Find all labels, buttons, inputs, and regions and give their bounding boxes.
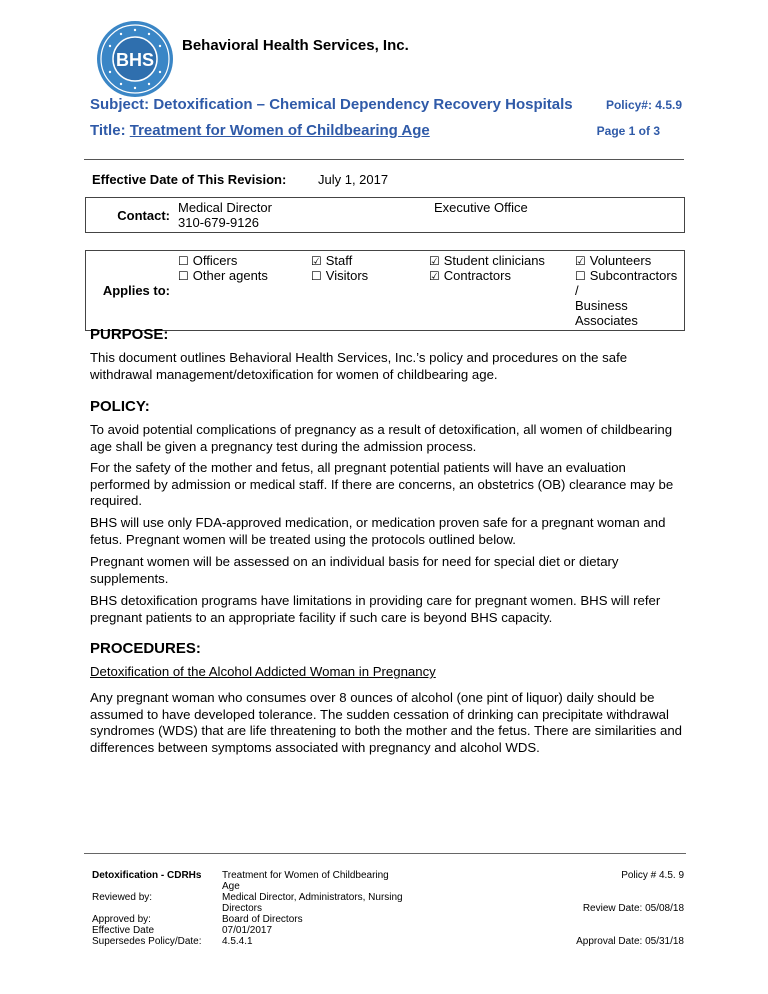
header-divider	[84, 159, 684, 160]
title-link[interactable]: Treatment for Women of Childbearing Age	[129, 122, 430, 139]
purpose-text: This document outlines Behavioral Health Services, Inc.’s policy and procedures on the safe withdrawal management/detoxification for women of childbearing age.	[90, 350, 628, 382]
checkbox-checked-icon[interactable]: ☑	[429, 254, 440, 268]
footer-review-date: Review Date: 05/08/18	[582, 903, 684, 914]
procedures-heading: PROCEDURES:	[90, 640, 201, 657]
checkbox-checked-icon[interactable]: ☑	[575, 254, 586, 268]
footer-approver: Board of Directors	[222, 914, 303, 925]
footer-policy-number: Policy # 4.5. 9	[621, 870, 684, 881]
policy-paragraph-5: BHS detoxification programs have limitations in providing care for pregnant women. BHS will refer pregnant patients to an appropriate facility if such care is beyond BHS capacity.	[90, 593, 661, 625]
applies-col-3	[425, 251, 571, 331]
applies-to-table	[85, 250, 685, 331]
footer-approval-date: Approval Date: 05/31/18	[576, 936, 684, 947]
applies-subcontractors: ☐ Subcontractors /	[575, 268, 678, 298]
footer-title-line-1: Treatment for Women of Childbearing	[222, 870, 389, 881]
footer-divider	[84, 853, 686, 854]
checkbox-unchecked-icon[interactable]: ☐	[575, 269, 586, 283]
page-count: Page 1 of 3	[596, 124, 660, 138]
subject-line: Subject: Detoxification – Chemical Dependency Recovery Hospitals	[90, 96, 573, 113]
policy-paragraph-4: Pregnant women will be assessed on an individual basis for need for special diet or dietary supplements.	[90, 554, 619, 586]
checkbox-unchecked-icon[interactable]: ☐	[178, 254, 189, 268]
applies-officers: ☐ Officers	[178, 253, 238, 268]
applies-visitors: ☐ Visitors	[311, 268, 369, 283]
contact-name: Medical Director	[178, 200, 272, 215]
effective-date-value: July 1, 2017	[318, 172, 389, 187]
applies-col-1	[174, 251, 307, 331]
contact-table	[85, 197, 685, 233]
footer-effective-label: Effective Date	[92, 925, 155, 936]
contact-office: Executive Office	[430, 198, 685, 233]
applies-volunteers: ☑ Volunteers	[575, 253, 652, 268]
applies-col-2	[307, 251, 425, 331]
effective-date-label: Effective Date of This Revision:	[92, 172, 287, 187]
footer-column-3	[530, 870, 684, 947]
policy-paragraph-2: For the safety of the mother and fetus, all pregnant potential patients will have an evaluation performed by admission or medical staff. If there are concerns, an obstetrics (OB) clearance may be required.	[90, 460, 674, 508]
footer-column-2	[222, 870, 432, 947]
checkbox-unchecked-icon[interactable]: ☐	[311, 269, 322, 283]
title-row	[90, 122, 682, 142]
checkbox-checked-icon[interactable]: ☑	[429, 269, 440, 283]
checkbox-checked-icon[interactable]: ☑	[311, 254, 322, 268]
footer-title-line-2: Age	[222, 881, 240, 892]
applies-business-associates: Business Associates	[575, 298, 638, 328]
bhs-logo	[96, 20, 174, 98]
footer-reviewers-line-1: Medical Director, Administrators, Nursing	[222, 892, 403, 903]
title-prefix: Title:	[90, 122, 130, 139]
contact-person	[174, 198, 430, 233]
logo-text: BHS	[115, 50, 155, 70]
footer-supersedes-policy: 4.5.4.1	[222, 936, 253, 947]
applies-col-4	[571, 251, 685, 331]
footer-supersedes-label: Supersedes Policy/Date:	[92, 936, 202, 947]
footer-column-1	[92, 870, 217, 947]
contact-phone: 310-679-9126	[178, 215, 259, 230]
applies-student-clinicians: ☑ Student clinicians	[429, 253, 545, 268]
applies-contractors: ☑ Contractors	[429, 268, 511, 283]
checkbox-unchecked-icon[interactable]: ☐	[178, 269, 189, 283]
procedures-paragraph-1: Any pregnant woman who consumes over 8 ounces of alcohol (one pint of liquor) daily should be assumed to have developed tolerance. The sudden cessation of drinking can precipitate withdrawal syndromes (WDS) that are life threatening to both the mother and the fetus. There are similarities and differences between symptoms associated with pregnancy and alcohol WDS.	[90, 690, 683, 755]
footer-reviewers-line-2: Directors	[222, 903, 263, 914]
footer-approved-label: Approved by:	[92, 914, 151, 925]
document-title	[90, 122, 430, 139]
applies-staff: ☑ Staff	[311, 253, 353, 268]
applies-to-label: Applies to:	[86, 251, 175, 331]
policy-number: Policy#: 4.5.9	[605, 98, 682, 112]
procedures-subheading: Detoxification of the Alcohol Addicted Woman in Pregnancy	[90, 664, 436, 679]
contact-label: Contact:	[86, 198, 175, 233]
footer-effective-date: 07/01/2017	[222, 925, 273, 936]
organization-name: Behavioral Health Services, Inc.	[182, 37, 409, 54]
applies-other-agents: ☐ Other agents	[178, 268, 268, 283]
policy-paragraph-1: To avoid potential complications of pregnancy as a result of detoxification, all women of childbearing age shall be given a pregnancy test during the admission process.	[90, 422, 673, 454]
footer-section: Detoxification - CDRHs	[92, 870, 202, 881]
policy-heading: POLICY:	[90, 398, 150, 415]
subject-row	[90, 96, 682, 116]
purpose-heading: PURPOSE:	[90, 326, 169, 343]
policy-paragraph-3: BHS will use only FDA-approved medication, or medication proven safe for a pregnant woman and fetus. Pregnant women will be treated using the protocols outlined below.	[90, 515, 666, 547]
footer-reviewed-label: Reviewed by:	[92, 892, 153, 903]
